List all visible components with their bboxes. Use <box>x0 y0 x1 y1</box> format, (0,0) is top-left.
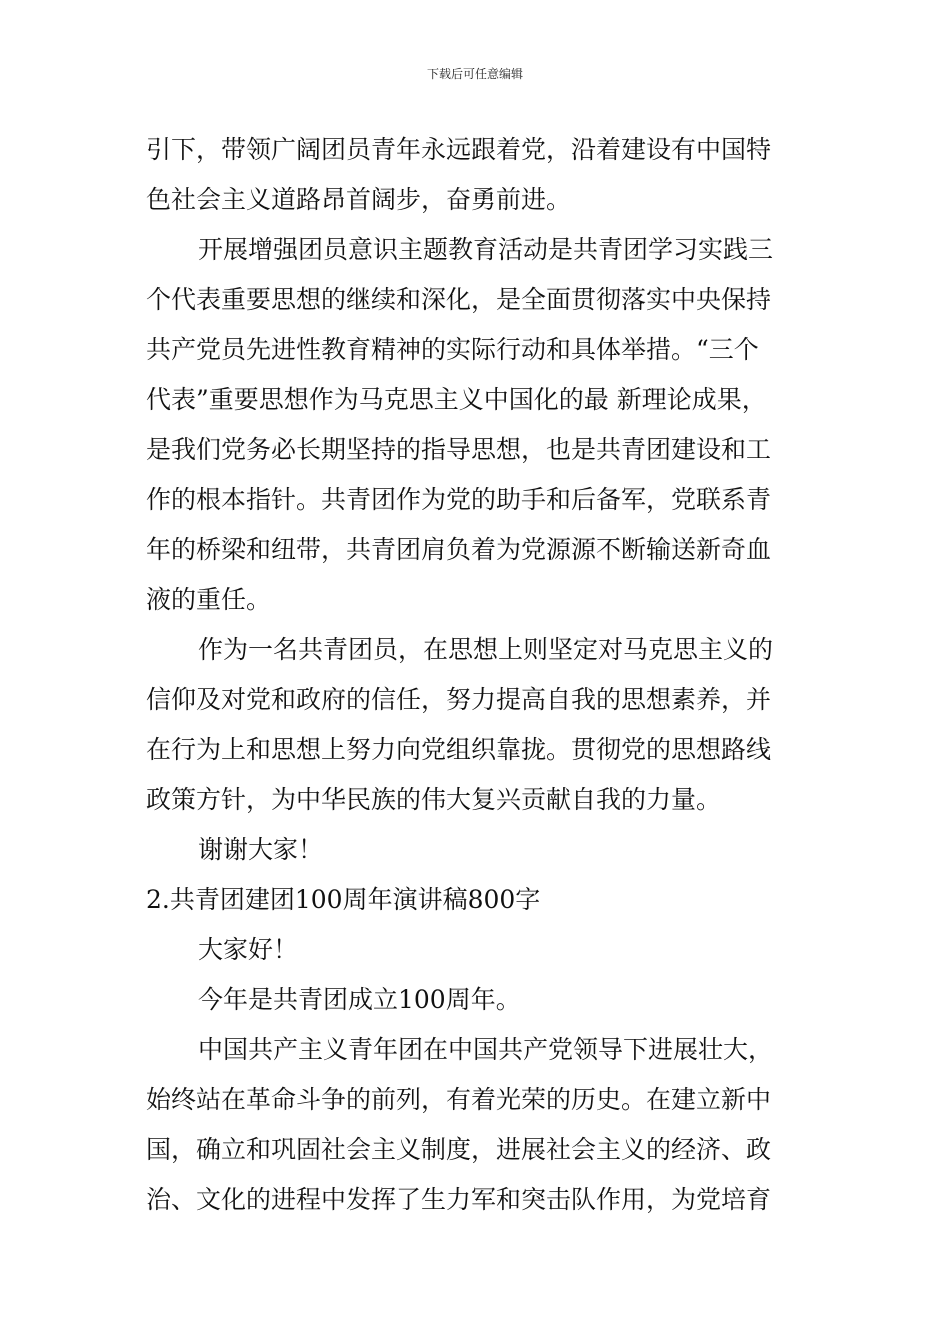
text-line: 作的根本指针。共青团作为党的助手和后备军，党联系青 <box>146 485 772 514</box>
page-header: 下载后可任意编辑 <box>426 67 523 81</box>
text-line: 在行为上和思想上努力向党组织靠拢。贯彻党的思想路线 <box>146 735 772 764</box>
paragraph-start-line: 中国共产主义青年团在中国共产党领导下进展壮大， <box>198 1035 774 1064</box>
paragraph-start-line: 开展增强团员意识主题教育活动是共青团学习实践三 <box>198 235 774 264</box>
text-line: 色社会主义道路昂首阔步，奋勇前进。 <box>146 185 572 214</box>
text-line: 是我们党务必长期坚持的指导思想，也是共青团建设和工 <box>146 435 772 464</box>
text-line: 代表”重要思想作为马克思主义中国化的最 新理论成果， <box>146 385 767 414</box>
paragraph-start-line: 今年是共青团成立100周年。 <box>198 985 521 1014</box>
closing-line: 谢谢大家！ <box>198 835 324 864</box>
section-heading: 2.共青团建团100周年演讲稿800字 <box>146 885 541 914</box>
text-line: 国，确立和巩固社会主义制度，进展社会主义的经济、政 <box>146 1135 772 1164</box>
text-line: 信仰及对党和政府的信任，努力提高自我的思想素养，并 <box>146 685 772 714</box>
greeting-line: 大家好！ <box>198 935 299 964</box>
paragraph-start-line: 作为一名共青团员，在思想上则坚定对马克思主义的 <box>198 635 774 664</box>
text-line: 政策方针，为中华民族的伟大复兴贡献自我的力量。 <box>146 785 722 814</box>
text-line: 治、文化的进程中发挥了生力军和突击队作用，为党培育 <box>146 1185 772 1214</box>
text-line: 始终站在革命斗争的前列，有着光荣的历史。在建立新中 <box>146 1085 772 1114</box>
text-line: 液的重任。 <box>146 585 272 614</box>
text-line: 年的桥梁和纽带，共青团肩负着为党源源不断输送新奇血 <box>146 535 772 564</box>
text-line: 共产党员先进性教育精神的实际行动和具体举措。“三个 <box>146 335 759 364</box>
text-line: 个代表重要思想的继续和深化，是全面贯彻落实中央保持 <box>146 285 772 314</box>
text-line: 引下，带领广阔团员青年永远跟着党，沿着建设有中国特 <box>146 135 772 164</box>
